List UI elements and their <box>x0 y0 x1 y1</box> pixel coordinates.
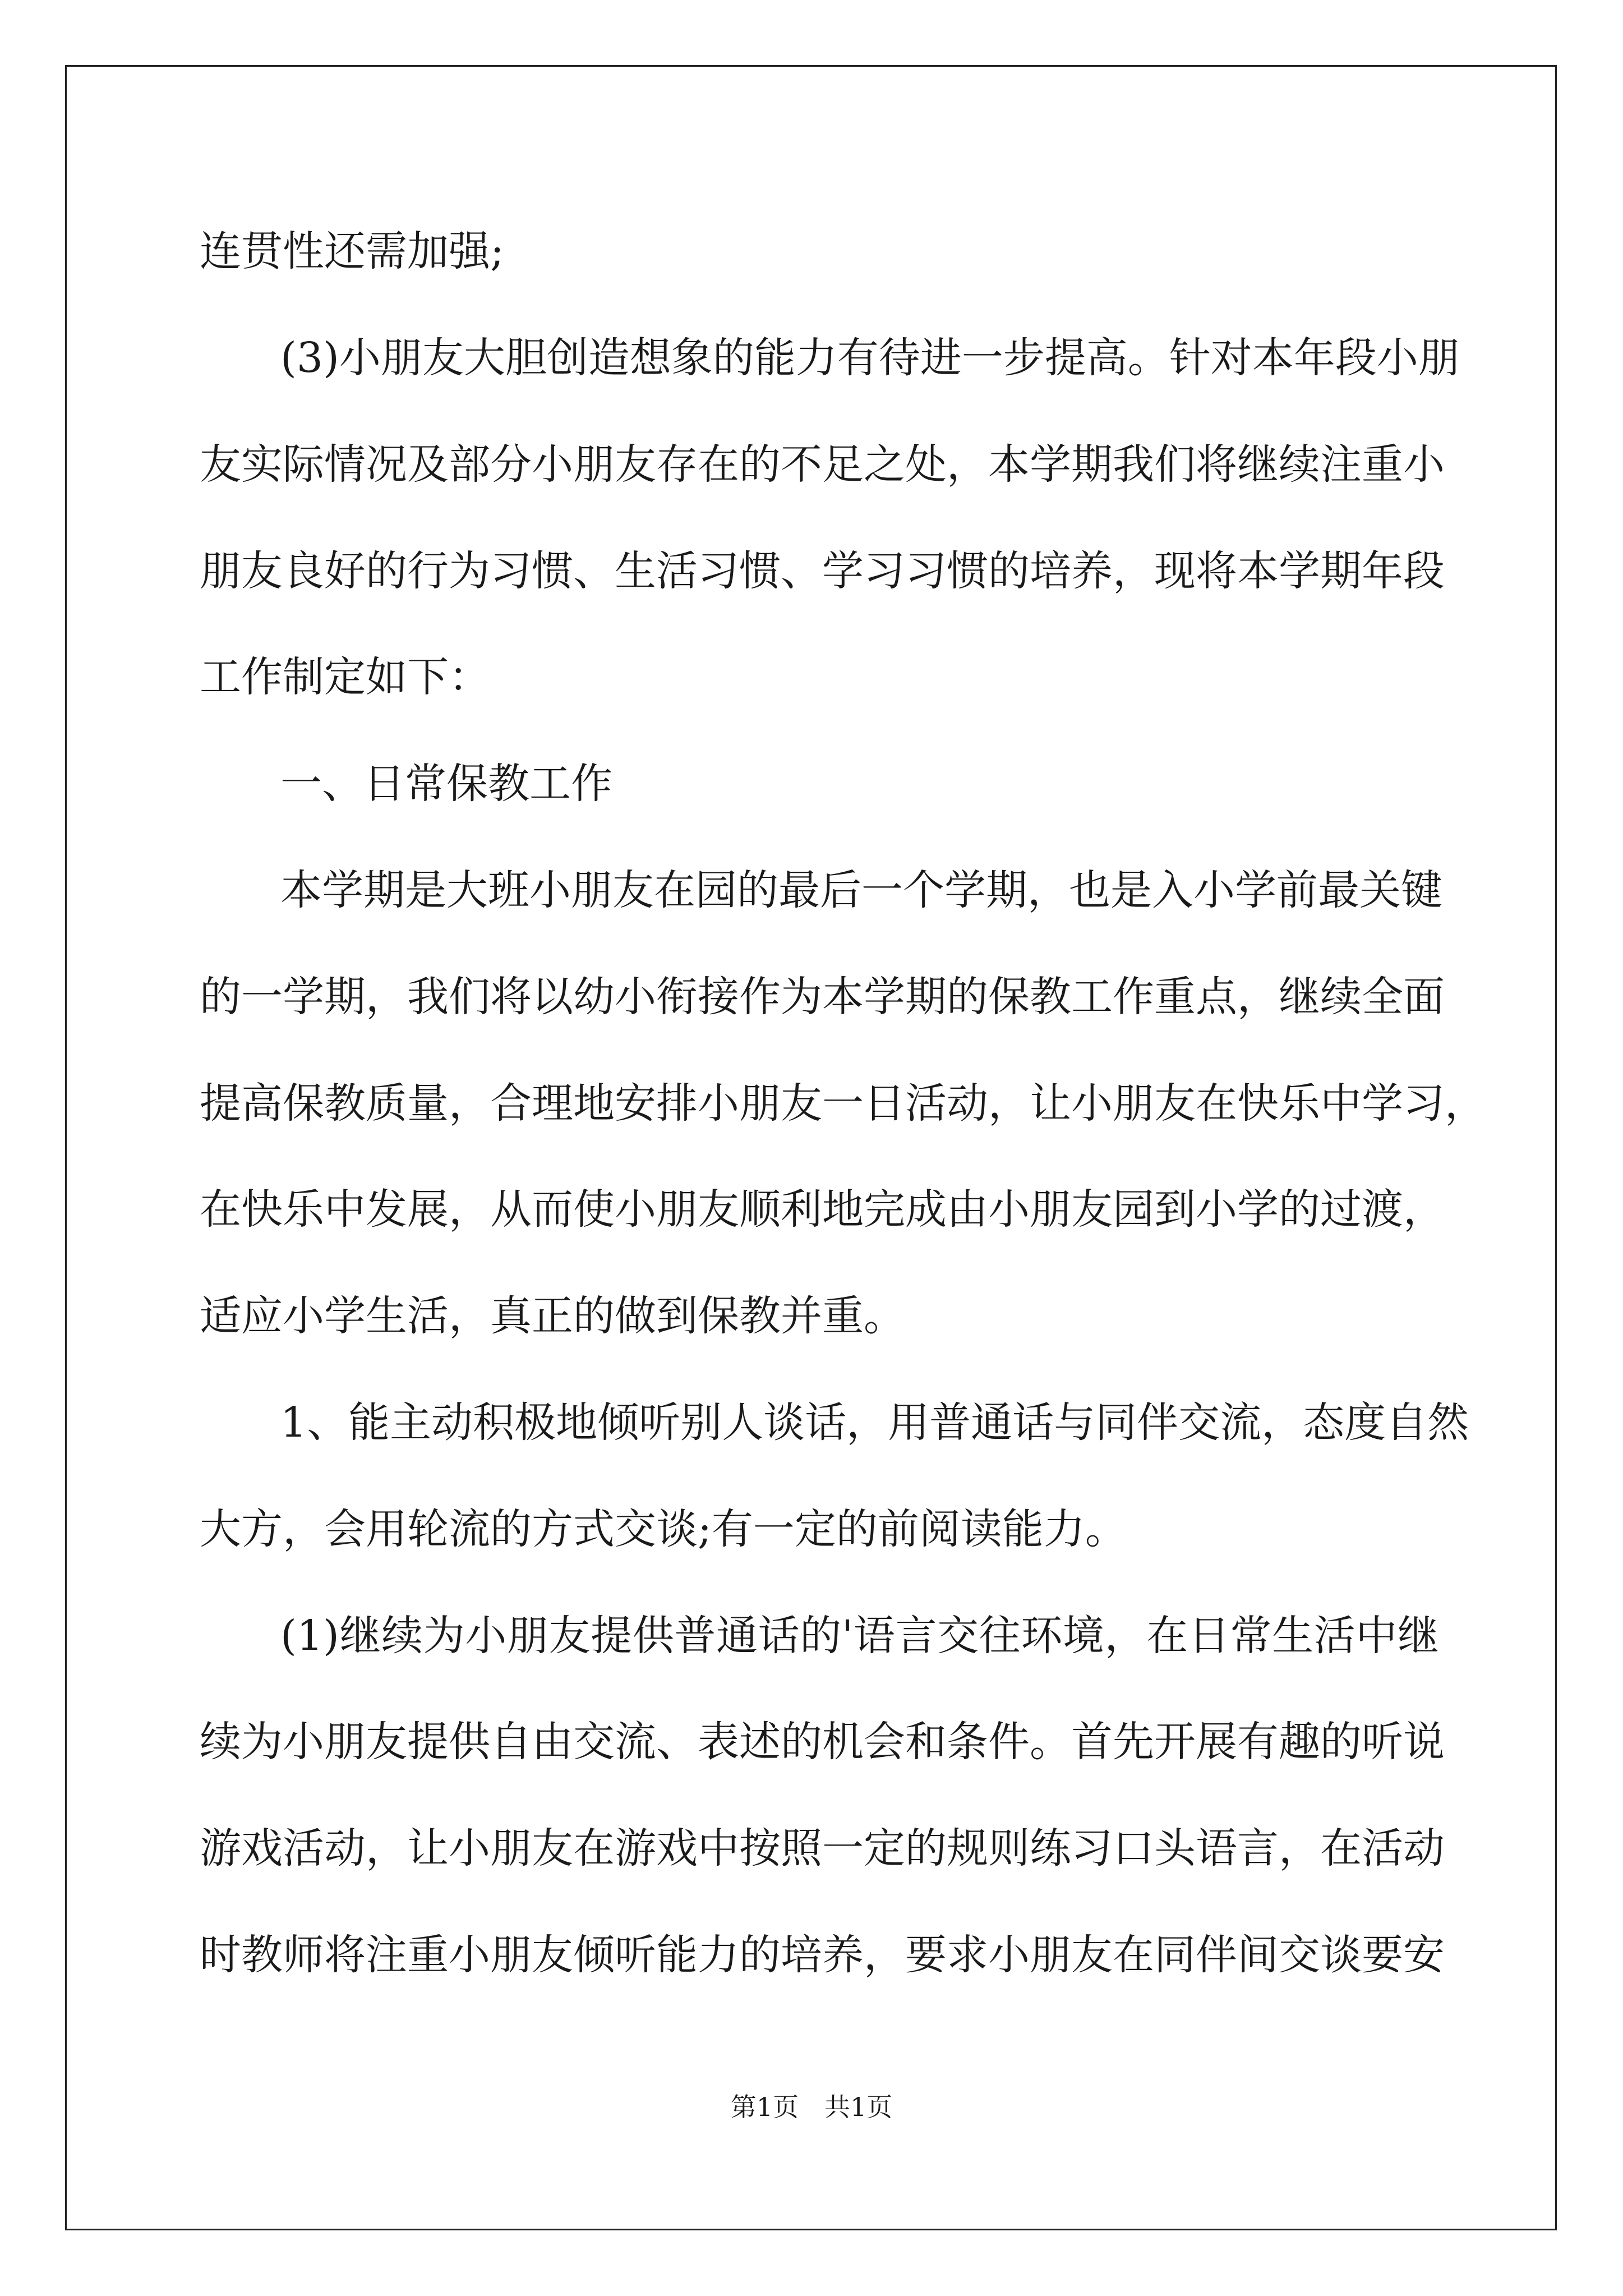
text-line: 本学期是大班小朋友在园的最后一个学期，也是入小学前最关键 <box>280 866 1442 914</box>
section-heading: 一、日常保教工作 <box>280 760 612 808</box>
text-line: 提高保教质量，合理地安排小朋友一日活动，让小朋友在快乐中学习， <box>200 1079 1486 1128</box>
text-line: 大方，会用轮流的方式交谈;有一定的前阅读能力。 <box>200 1505 1127 1553</box>
text-line: 1、能主动积极地倾听别人谈话，用普通话与同伴交流，态度自然 <box>280 1398 1469 1447</box>
text-line: 连贯性还需加强; <box>200 227 504 275</box>
text-line: 友实际情况及部分小朋友存在的不足之处，本学期我们将继续注重小 <box>200 440 1445 489</box>
text-line: 工作制定如下： <box>200 653 490 701</box>
text-line: 续为小朋友提供自由交流、表述的机会和条件。首先开展有趣的听说 <box>200 1718 1445 1766</box>
text-line: 适应小学生活，真正的做到保教并重。 <box>200 1292 905 1340</box>
text-line: 的一学期，我们将以幼小衔接作为本学期的保教工作重点，继续全面 <box>200 973 1445 1021</box>
page-border <box>65 65 1557 2230</box>
text-line: (3)小朋友大胆创造想象的能力有待进一步提高。针对本年段小朋 <box>280 334 1460 382</box>
text-line: (1)继续为小朋友提供普通话的'语言交往环境，在日常生活中继 <box>280 1612 1439 1660</box>
text-line: 在快乐中发展，从而使小朋友顺利地完成由小朋友园到小学的过渡， <box>200 1185 1445 1234</box>
text-line: 游戏活动，让小朋友在游戏中按照一定的规则练习口头语言，在活动 <box>200 1824 1445 1872</box>
page-footer <box>0 2090 1623 2124</box>
text-line: 朋友良好的行为习惯、生活习惯、学习习惯的培养，现将本学期年段 <box>200 547 1445 595</box>
text-line: 时教师将注重小朋友倾听能力的培养，要求小朋友在同伴间交谈要安 <box>200 1931 1445 1979</box>
page-number: 第1页 共1页 <box>730 2092 893 2122</box>
